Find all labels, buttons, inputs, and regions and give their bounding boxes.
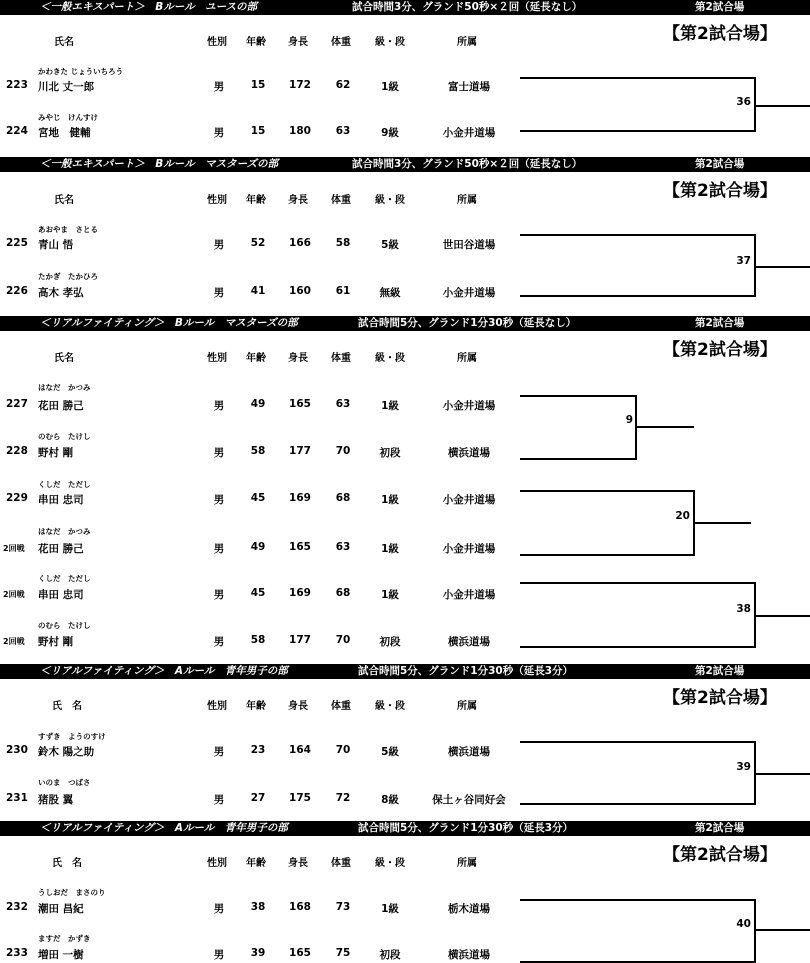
player-name: 野村 剛 [38,636,74,648]
header-club: 所属 [457,195,477,206]
player-club: 保土ヶ谷同好会 [432,794,506,806]
player-age: 27 [250,792,266,804]
bracket-line [520,491,694,555]
player-name: 青山 悟 [38,239,74,251]
player-name: 花田 勝己 [38,543,84,555]
header-weight: 体重 [331,858,351,869]
player-club: 横浜道場 [448,746,490,758]
header-sex: 性別 [207,858,227,869]
match-number: 37 [736,255,751,267]
player-sex: 男 [213,636,225,648]
section-venue: 第2試合場 [695,665,745,677]
player-sex: 男 [213,794,225,806]
player-weight: 70 [335,744,351,756]
bracket [0,821,810,963]
player-kana: あおやま さとる [38,225,98,234]
player-club: 横浜道場 [448,447,490,459]
player-kana: のむら たけし [38,621,91,630]
header-grade: 級・段 [375,353,405,364]
player-age: 52 [250,237,266,249]
player-height: 168 [289,901,311,913]
bracket-line [520,900,755,962]
bracket-line [520,742,755,804]
player-name: 高木 孝弘 [38,287,84,299]
player-kana: くしだ ただし [38,480,91,489]
section-title: ＜一般エキスパート＞ Bルール マスターズの部 [40,158,279,170]
match-number: 40 [736,918,751,930]
section-rules: 試合時間5分、グランド1分30秒（延長3分） [358,822,574,834]
match-number: 9 [625,414,633,426]
header-weight: 体重 [331,37,351,48]
player-grade: 5級 [381,239,399,251]
player-kana: かわきた じょういちろう [38,67,124,76]
player-weight: 70 [335,445,351,457]
bracket [0,0,810,156]
player-number: 232 [6,901,28,913]
player-weight: 58 [335,237,351,249]
header-grade: 級・段 [375,195,405,206]
header-name: 氏名 [54,37,74,48]
player-sex: 男 [213,903,225,915]
player-kana: はなだ かつみ [38,527,91,536]
match-number: 38 [736,603,751,615]
player-weight: 75 [335,947,351,959]
player-height: 166 [289,237,311,249]
player-sex: 男 [213,543,225,555]
player-weight: 68 [335,587,351,599]
player-club: 小金井道場 [442,287,496,299]
header-grade: 級・段 [375,37,405,48]
player-sex: 男 [213,81,225,93]
header-height: 身長 [288,701,308,712]
section-venue: 第2試合場 [695,1,745,13]
player-grade: 9級 [381,127,399,139]
section-venue: 第2試合場 [695,158,745,170]
player-age: 45 [250,492,266,504]
player-weight: 68 [335,492,351,504]
player-number: 2回戦 [3,590,25,599]
player-height: 177 [289,445,311,457]
player-height: 169 [289,492,311,504]
player-name: 野村 剛 [38,447,74,459]
player-grade: 1級 [381,543,399,555]
player-kana: のむら たけし [38,432,91,441]
player-age: 38 [250,901,266,913]
header-club: 所属 [457,37,477,48]
header-age: 年齢 [246,353,266,364]
player-club: 小金井道場 [442,127,496,139]
player-age: 49 [250,541,266,553]
section-real-fighting-youth-1 [0,664,810,820]
section-rules: 試合時間3分、グランド50秒×２回（延長なし） [352,158,583,170]
player-weight: 63 [335,398,351,410]
header-height: 身長 [288,195,308,206]
player-grade: 5級 [381,746,399,758]
header-sex: 性別 [207,701,227,712]
player-club: 小金井道場 [442,400,496,412]
player-sex: 男 [213,239,225,251]
section-real-fighting-masters [0,316,810,663]
player-kana: たかぎ たかひろ [38,272,98,281]
player-number: 2回戦 [3,544,25,553]
venue-heading: 【第2試合場】 [663,24,777,44]
bracket [0,664,810,820]
header-name: 氏 名 [52,701,82,712]
header-height: 身長 [288,353,308,364]
player-kana: はなだ かつみ [38,383,91,392]
player-age: 39 [250,947,266,959]
player-sex: 男 [213,400,225,412]
section-youth-b [0,0,810,156]
bracket [0,316,810,663]
player-name: 串田 忠司 [38,494,84,506]
player-height: 180 [289,125,311,137]
section-real-fighting-youth-2 [0,821,810,963]
header-weight: 体重 [331,701,351,712]
player-name: 潮田 昌紀 [38,903,84,915]
player-club: 小金井道場 [442,589,496,601]
player-age: 58 [250,634,266,646]
header-height: 身長 [288,858,308,869]
section-title: ＜一般エキスパート＞ Bルール ユースの部 [40,1,258,13]
player-sex: 男 [213,127,225,139]
player-kana: ますだ かずき [38,934,91,943]
player-sex: 男 [213,494,225,506]
player-age: 45 [250,587,266,599]
player-sex: 男 [213,447,225,459]
player-height: 169 [289,587,311,599]
player-height: 175 [289,792,311,804]
bracket [0,157,810,316]
player-grade: 初段 [379,949,401,961]
player-grade: 初段 [379,636,401,648]
section-title: ＜リアルファイティング＞ Aルール 青年男子の部 [40,665,288,677]
bracket-line [520,235,755,296]
section-title: ＜リアルファイティング＞ Bルール マスターズの部 [40,317,298,329]
player-grade: 1級 [381,494,399,506]
section-title: ＜リアルファイティング＞ Aルール 青年男子の部 [40,822,288,834]
player-weight: 62 [335,79,351,91]
header-weight: 体重 [331,353,351,364]
bracket-line [520,583,755,647]
player-name: 宮地 健輔 [38,127,91,139]
player-club: 横浜道場 [448,636,490,648]
header-sex: 性別 [207,353,227,364]
bracket-line [520,78,755,131]
player-height: 165 [289,541,311,553]
player-sex: 男 [213,287,225,299]
header-age: 年齢 [246,701,266,712]
player-weight: 70 [335,634,351,646]
player-number: 229 [6,492,28,504]
player-grade: 1級 [381,81,399,93]
player-club: 小金井道場 [442,494,496,506]
player-height: 165 [289,398,311,410]
player-club: 富士道場 [448,81,490,93]
player-grade: 初段 [379,447,401,459]
venue-heading: 【第2試合場】 [663,845,777,865]
player-weight: 73 [335,901,351,913]
player-grade: 1級 [381,589,399,601]
player-sex: 男 [213,949,225,961]
header-club: 所属 [457,858,477,869]
player-kana: うしおだ まさのり [38,888,106,897]
player-club: 小金井道場 [442,543,496,555]
player-number: 233 [6,947,28,959]
player-club: 横浜道場 [448,949,490,961]
player-height: 172 [289,79,311,91]
player-age: 15 [250,79,266,91]
player-kana: すずき ようのすけ [38,732,106,741]
player-number: 228 [6,445,28,457]
player-weight: 61 [335,285,351,297]
player-name: 鈴木 陽之助 [38,746,95,758]
player-grade: 無級 [379,287,401,299]
header-grade: 級・段 [375,701,405,712]
player-sex: 男 [213,746,225,758]
player-number: 223 [6,79,28,91]
player-age: 58 [250,445,266,457]
bracket-line [520,396,636,459]
header-name: 氏 名 [52,858,82,869]
player-club: 栃木道場 [448,903,490,915]
section-rules: 試合時間5分、グランド1分30秒（延長なし） [358,317,577,329]
player-weight: 63 [335,125,351,137]
player-name: 猪股 翼 [38,794,74,806]
header-grade: 級・段 [375,858,405,869]
section-rules: 試合時間3分、グランド50秒×２回（延長なし） [352,1,583,13]
player-grade: 1級 [381,400,399,412]
player-height: 164 [289,744,311,756]
header-name: 氏名 [54,353,74,364]
player-age: 41 [250,285,266,297]
player-name: 増田 一樹 [38,949,84,961]
player-age: 23 [250,744,266,756]
player-sex: 男 [213,589,225,601]
header-club: 所属 [457,701,477,712]
player-kana: いのま つばさ [38,778,91,787]
player-kana: くしだ ただし [38,574,91,583]
section-masters-b [0,157,810,316]
player-kana: みやじ けんすけ [38,113,98,122]
section-venue: 第2試合場 [695,822,745,834]
match-number: 20 [675,510,690,522]
header-weight: 体重 [331,195,351,206]
header-age: 年齢 [246,858,266,869]
player-number: 227 [6,398,28,410]
player-height: 177 [289,634,311,646]
player-weight: 63 [335,541,351,553]
header-sex: 性別 [207,37,227,48]
section-venue: 第2試合場 [695,317,745,329]
match-number: 39 [736,761,751,773]
player-weight: 72 [335,792,351,804]
player-number: 226 [6,285,28,297]
header-sex: 性別 [207,195,227,206]
player-grade: 8級 [381,794,399,806]
match-number: 36 [736,96,751,108]
header-age: 年齢 [246,37,266,48]
header-age: 年齢 [246,195,266,206]
header-club: 所属 [457,353,477,364]
player-number: 231 [6,792,28,804]
header-height: 身長 [288,37,308,48]
header-name: 氏名 [54,195,74,206]
player-club: 世田谷道場 [442,239,496,251]
player-number: 230 [6,744,28,756]
player-name: 花田 勝己 [38,400,84,412]
player-height: 165 [289,947,311,959]
venue-heading: 【第2試合場】 [663,688,777,708]
player-number: 224 [6,125,28,137]
player-name: 串田 忠司 [38,589,84,601]
venue-heading: 【第2試合場】 [663,340,777,360]
section-rules: 試合時間5分、グランド1分30秒（延長3分） [358,665,574,677]
player-grade: 1級 [381,903,399,915]
player-number: 225 [6,237,28,249]
player-height: 160 [289,285,311,297]
venue-heading: 【第2試合場】 [663,181,777,201]
player-age: 49 [250,398,266,410]
player-age: 15 [250,125,266,137]
player-name: 川北 丈一郎 [38,81,95,93]
player-number: 2回戦 [3,637,25,646]
